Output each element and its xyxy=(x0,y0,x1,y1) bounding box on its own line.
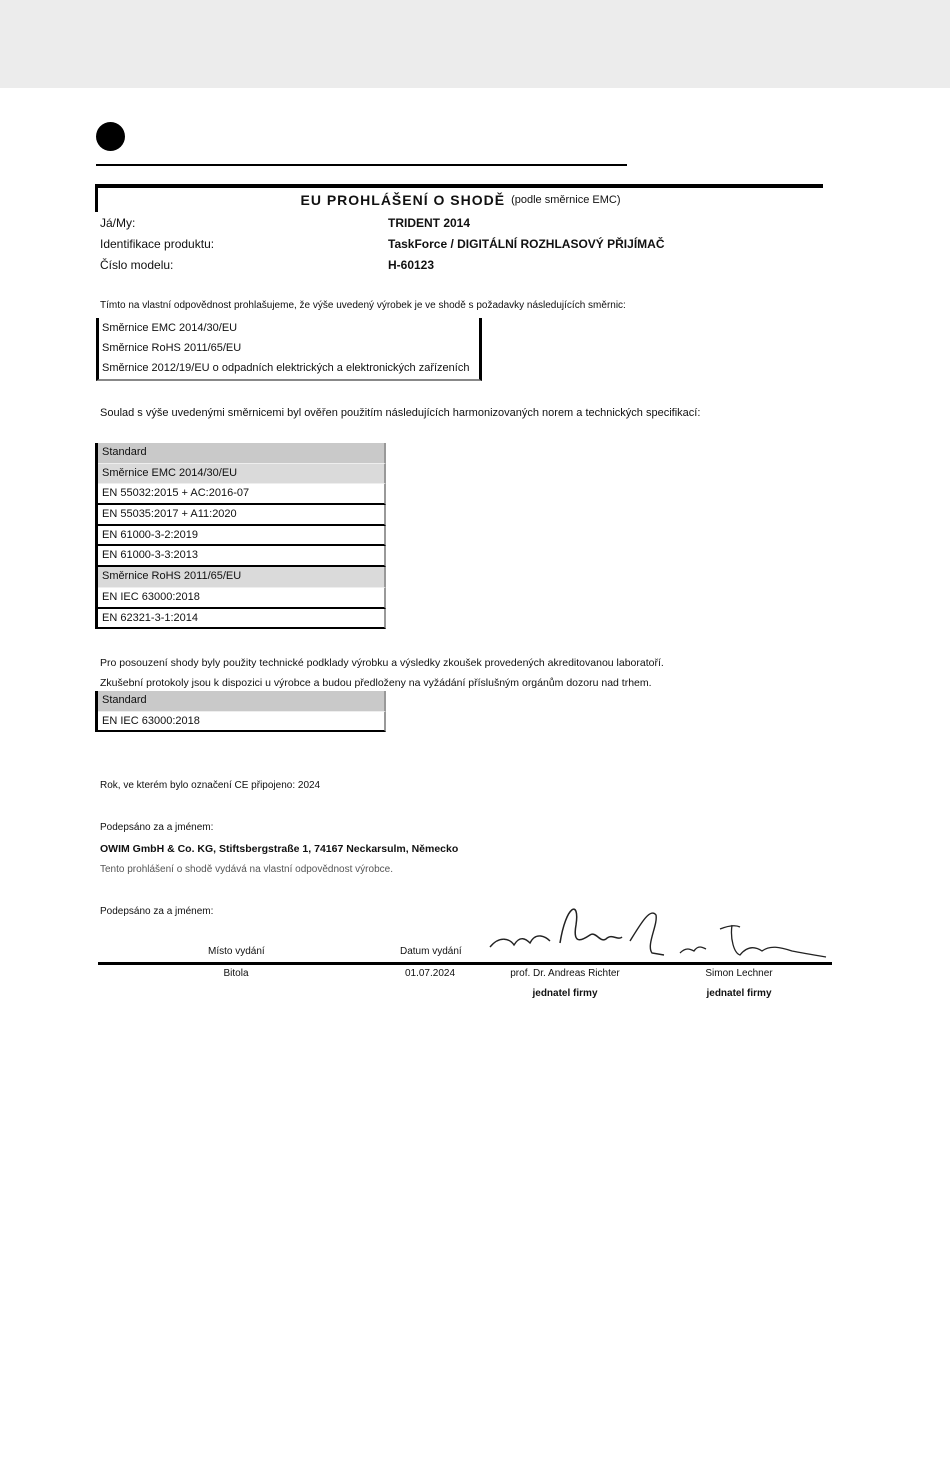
signed-at-label: Podepsáno za a jménem: xyxy=(100,906,214,917)
directive-item: Směrnice 2012/19/EU o odpadních elektrických a elektronických zařízeních xyxy=(102,362,470,374)
info-value: TaskForce / DIGITÁLNÍ ROZHLASOVÝ PŘIJÍMAČ xyxy=(388,237,665,251)
date-label: Datum vydání xyxy=(400,946,462,957)
standards-table-2 xyxy=(95,691,386,732)
note-line-1: Pro posouzení shody byly použity technické podklady výrobku a výsledky zkoušek provedených akreditovanou laboratoří. xyxy=(100,657,664,669)
standards-intro: Soulad s výše uvedenými směrnicemi byl ověřen použitím následujících harmonizovaných norem a technických specifikací: xyxy=(100,407,701,419)
standards-table-row: EN 55035:2017 + A11:2020 xyxy=(98,505,386,526)
info-value: H-60123 xyxy=(388,258,435,272)
signer1-name: prof. Dr. Andreas Richter xyxy=(510,968,620,979)
standards-table-row: EN 61000-3-3:2013 xyxy=(98,546,386,567)
standards-table-group-row: Směrnice EMC 2014/30/EU xyxy=(98,464,386,485)
declaration-title-suffix: (podle směrnice EMC) xyxy=(511,194,621,206)
signature-labels-row xyxy=(100,944,830,962)
manufacturer-label: Podepsáno za a jménem: xyxy=(100,822,214,833)
date-value: 01.07.2024 xyxy=(404,968,456,979)
directives-box xyxy=(96,318,482,381)
standards-table-row: EN IEC 63000:2018 xyxy=(98,588,386,609)
place-value: Bitola xyxy=(223,968,249,979)
manufacturer-address: OWIM GmbH & Co. KG, Stiftsbergstraße 1, 74167 Neckarsulm, Německo xyxy=(100,843,459,855)
declaration-title: EU PROHLÁŠENÍ O SHODĚ xyxy=(300,192,506,208)
standards-table-header: Standard xyxy=(98,443,386,464)
signer2-role: jednatel firmy xyxy=(706,988,772,999)
declaration-title-box xyxy=(95,184,823,212)
standards-table-row: EN 62321-3-1:2014 xyxy=(98,609,386,630)
directive-item: Směrnice RoHS 2011/65/EU xyxy=(102,342,242,354)
place-label: Místo vydání xyxy=(208,946,265,957)
standards-table-2-header: Standard xyxy=(98,691,386,712)
top-bar xyxy=(0,0,950,88)
standards-table-row: EN 61000-3-2:2019 xyxy=(98,526,386,547)
standards-table-row: EN 55032:2015 + AC:2016-07 xyxy=(98,484,386,505)
info-label: Identifikace produktu: xyxy=(100,237,215,251)
header-rule xyxy=(96,164,627,166)
manufacturer-note: Tento prohlášení o shodě vydává na vlastní odpovědnost výrobce. xyxy=(100,864,393,875)
ce-note: Rok, ve kterém bylo označení CE připojeno: 2024 xyxy=(100,780,321,791)
standards-table-2-row: EN IEC 63000:2018 xyxy=(98,712,386,733)
bullet-marker xyxy=(96,122,125,151)
standards-table-group-row: Směrnice RoHS 2011/65/EU xyxy=(98,567,386,588)
signer2-name: Simon Lechner xyxy=(705,968,773,979)
standards-table xyxy=(95,443,386,629)
info-label: Číslo modelu: xyxy=(100,258,174,272)
directive-item: Směrnice EMC 2014/30/EU xyxy=(102,322,238,334)
info-label: Já/My: xyxy=(100,216,136,230)
signature-line xyxy=(98,962,832,965)
signer1-role: jednatel firmy xyxy=(532,988,598,999)
note-line-2: Zkušební protokoly jsou k dispozici u výrobce a budou předloženy na vyžádání příslušným orgánům dozoru nad trhem. xyxy=(100,677,652,689)
info-value: TRIDENT 2014 xyxy=(388,216,471,230)
intro-text: Tímto na vlastní odpovědnost prohlašujeme, že výše uvedený výrobek je ve shodě s požadavky následujících směrnic: xyxy=(100,300,626,311)
